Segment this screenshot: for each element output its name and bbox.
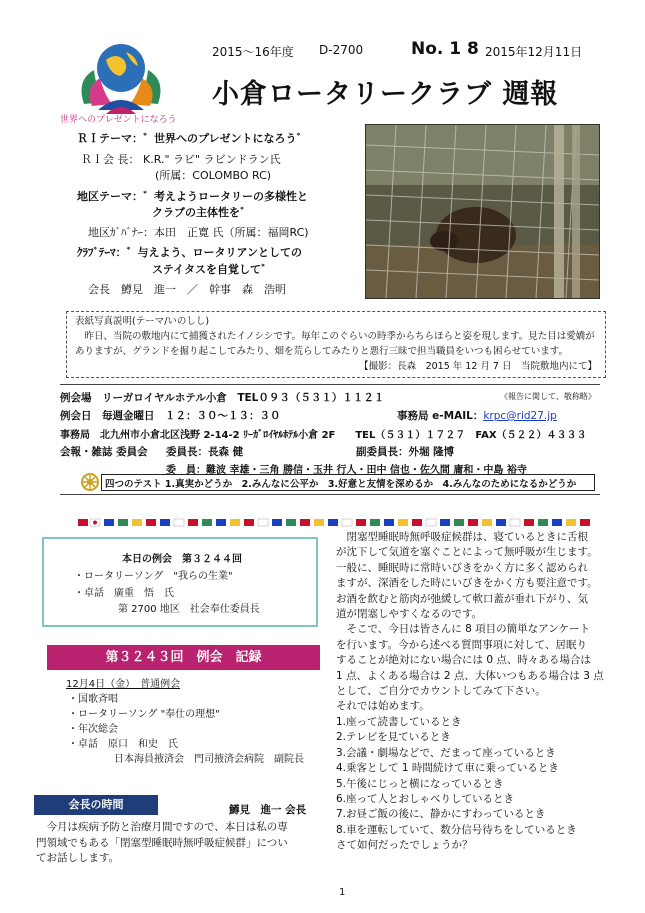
page-title: 小倉ロータリークラブ 週報 xyxy=(212,79,559,110)
boar-in-cage-image xyxy=(366,125,599,298)
club-theme-label: ｸﾗﾌﾞﾃｰﾏ： xyxy=(77,246,127,259)
district-code: D-2700 xyxy=(319,43,364,57)
district-theme-line-2: クラブの主体性を゛ xyxy=(152,206,251,219)
today-speaker-title: 第 2700 地区 社会奉仕委員長 xyxy=(118,604,260,615)
record-item: ・卓話 原口 和史 氏 xyxy=(68,739,178,750)
district-theme-text-1: ゛考えようロータリーの多様性と xyxy=(143,190,308,203)
record-speaker-title: 日本海員掖済会 門司掖済会病院 副院長 xyxy=(114,754,304,765)
president-speech xyxy=(36,820,336,867)
meeting-day xyxy=(60,408,281,423)
page-number: 1 xyxy=(339,887,346,898)
ri-president xyxy=(81,152,281,167)
caption-heading: 表紙写真説明(テーマ/いのしし) xyxy=(75,316,210,327)
committee-label xyxy=(60,444,148,459)
club-theme-text-2 xyxy=(152,262,272,277)
info-top-rule xyxy=(60,384,600,385)
questionnaire-item: 4.乗客として 1 時間続けて車に乗っているとき xyxy=(336,762,559,775)
office-text: 事務局 北九州市小倉北区浅野 2-14-2 ﾘｰｶﾞﾛｲﾔﾙﾎﾃﾙ小倉 2F TEL（５３１）１７２７ FAX（５２２）４３３３ xyxy=(60,430,587,441)
club-theme-line-2: ステイタスを自覚して゛ xyxy=(152,263,273,276)
text-line: 閉塞型睡眠時無呼吸症候群は、寝ているときに舌根 xyxy=(346,531,588,543)
office-address xyxy=(60,426,587,441)
text-line: 一般に、睡眠時に常時いびきをかく方に多く認められ xyxy=(336,561,588,574)
text-line: 道が閉塞しやすくなるのです。 xyxy=(336,608,483,621)
committee-vice-chair xyxy=(356,444,454,459)
rotary-wheel-icon xyxy=(81,473,99,491)
venue-text: 例会場 リーガロイヤルホテル小倉 TEL０９３（５３１）１１２１ xyxy=(60,392,385,404)
questionnaire-item: 2.テレビを見ているとき xyxy=(336,731,451,744)
record-item: ・年次総会 xyxy=(68,724,118,735)
today-heading: 本日の例会 第３２４４回 xyxy=(122,554,242,565)
today-speech: ・卓話 廣重 悟 氏 xyxy=(74,588,174,599)
todays-meeting-box xyxy=(42,537,318,627)
issue-date: 2015年12月11日 xyxy=(485,45,583,59)
ri-theme-text: ゛世界へのプレゼントになろう゛ xyxy=(143,132,308,145)
text-line: それでは始めます。 xyxy=(336,700,430,713)
text-line: として、ご自分でカウントしてみて下さい。 xyxy=(336,685,546,698)
district-theme-label: 地区テーマ： xyxy=(77,190,143,203)
text-line: が沈下して気道を塞ぐことによって無呼吸が生じます。 xyxy=(336,546,598,559)
questionnaire-item: 3.会議・劇場などで、だまって座っているとき xyxy=(336,746,556,759)
right-column-text xyxy=(336,530,616,854)
meeting-record-bar: 第３２４３回 例会 記録 xyxy=(47,645,320,670)
fiscal-year: 2015～16年度 xyxy=(212,45,294,59)
speech-line: 今月は疾病予防と治療月間ですので、本日は私の専 xyxy=(36,821,288,833)
committee-label-text: 会報・雑誌 委員会 xyxy=(60,446,148,458)
ri-president-label: ＲＩ会 長： xyxy=(81,153,140,166)
flag-strip xyxy=(64,513,604,523)
report-note: 《報告に関して、敬称略》 xyxy=(500,392,596,401)
meeting-day-text: 例会日 毎週金曜日 １２：３０～１３：３０ xyxy=(60,410,281,422)
today-song: ・ロータリーソング "我らの生業" xyxy=(74,571,233,582)
club-theme-text-1: ゛与えよう、ロータリアンとしての xyxy=(126,246,303,259)
office-email xyxy=(397,408,557,423)
text-line: することが絶対にない場合には 0 点、時々ある場合は xyxy=(336,654,591,667)
four-way-test: 四つのテスト 1.真実かどうか 2.みんなに公平か 3.好意と友情を深めるか 4.みんなのためになるかどうか xyxy=(101,474,595,491)
meeting-record-list xyxy=(66,677,326,767)
text-line: ますが、深酒をした時にいびきをかく方も要注意です。 xyxy=(336,577,598,590)
venue xyxy=(60,390,384,405)
members-text: 委 員：難波 幸雄・三角 勝信・玉井 行人・田中 信也・佐久間 庸和・中島 裕寺 xyxy=(166,465,527,476)
rotary-logo xyxy=(66,30,176,120)
text-line: お酒を飲むと筋肉が弛緩して軟口蓋が垂れ下がり、気 xyxy=(336,592,588,605)
email-label: 事務局 e-MAIL： xyxy=(397,410,484,422)
text-line: 1 点、よくある場合は 2 点、大体いつもある場合は 3 点 xyxy=(336,669,604,682)
presidents-time-bar: 会長の時間 xyxy=(34,795,158,815)
text-line: を行います。今から述べる質問事項に対して、居眠り xyxy=(336,638,587,651)
caption-text: 昨日、当院の敷地内にて捕獲されたイノシシです。毎年このぐらいの時季からちらほらと姿を現します。見た目は愛嬌がありますが、グランドを掘り起こしてみたり、畑を荒らしてみたりと悪行三昧で担当職員をいつも困らせています。 xyxy=(75,331,595,357)
district-theme xyxy=(77,189,308,204)
record-date: 12月4日（金） 普通例会 xyxy=(66,679,181,690)
cover-photo xyxy=(365,124,600,299)
issue-number: No. 1 8 xyxy=(411,39,479,59)
email-link[interactable]: krpc@rid27.jp xyxy=(483,410,557,422)
questionnaire-item: 5.午後にじっと横になっているとき xyxy=(336,777,504,790)
record-item: ・国歌斉唱 xyxy=(68,694,118,705)
speech-line: てお話しします。 xyxy=(36,852,120,865)
ri-theme xyxy=(77,131,308,146)
questionnaire-item: 7.お昼ご飯の後に、静かにすわっているとき xyxy=(336,808,546,821)
district-theme-text-2 xyxy=(152,205,251,220)
chair-text: 委員長：長森 健 xyxy=(166,446,244,458)
flags-icon xyxy=(64,518,604,528)
caption-credit: 【撮影：長森 2015 年 12 月 7 日 当院敷地内にて】 xyxy=(359,361,597,372)
ri-president-name: K.R." ラビ" ラビンドラン氏 xyxy=(143,153,281,166)
president-name: 鱒見 進一 会長 xyxy=(229,804,307,816)
ri-theme-label: ＲＩテーマ： xyxy=(77,132,143,145)
globe-flower-icon xyxy=(66,30,176,120)
district-governor: 地区ｶﾞﾊﾞﾅｰ：本田 正寛 氏（所属：福岡RC) xyxy=(88,226,309,239)
ri-president-club: (所属：COLOMBO RC) xyxy=(155,169,272,182)
info-bottom-rule xyxy=(60,494,600,495)
cover-photo-caption xyxy=(66,311,606,378)
record-item: ・ロータリーソング "奉仕の理想" xyxy=(68,709,220,720)
questionnaire-item: 8.車を運転していて、数分信号待ちをしているとき xyxy=(336,823,577,836)
speech-line: 門領域でもある「閉塞型睡眠時無呼吸症候群」につい xyxy=(36,836,288,849)
club-theme xyxy=(77,245,302,260)
text-line: そこで、今日は皆さんに 8 項目の簡単なアンケート xyxy=(336,623,591,636)
questionnaire-item: 6.座って人とおしゃべりしているとき xyxy=(336,792,515,805)
questionnaire-item: 1.座って読書しているとき xyxy=(336,715,462,728)
logo-tagline: 世界へのプレゼントになろう xyxy=(60,115,177,125)
vice-chair-text: 副委員長：外堀 隆博 xyxy=(356,446,455,458)
text-line: さて如何だったでしょうか？ xyxy=(336,839,473,852)
club-officers: 会長 鱒見 進一 ／ 幹事 森 浩明 xyxy=(88,283,286,296)
committee-chair xyxy=(166,444,243,459)
